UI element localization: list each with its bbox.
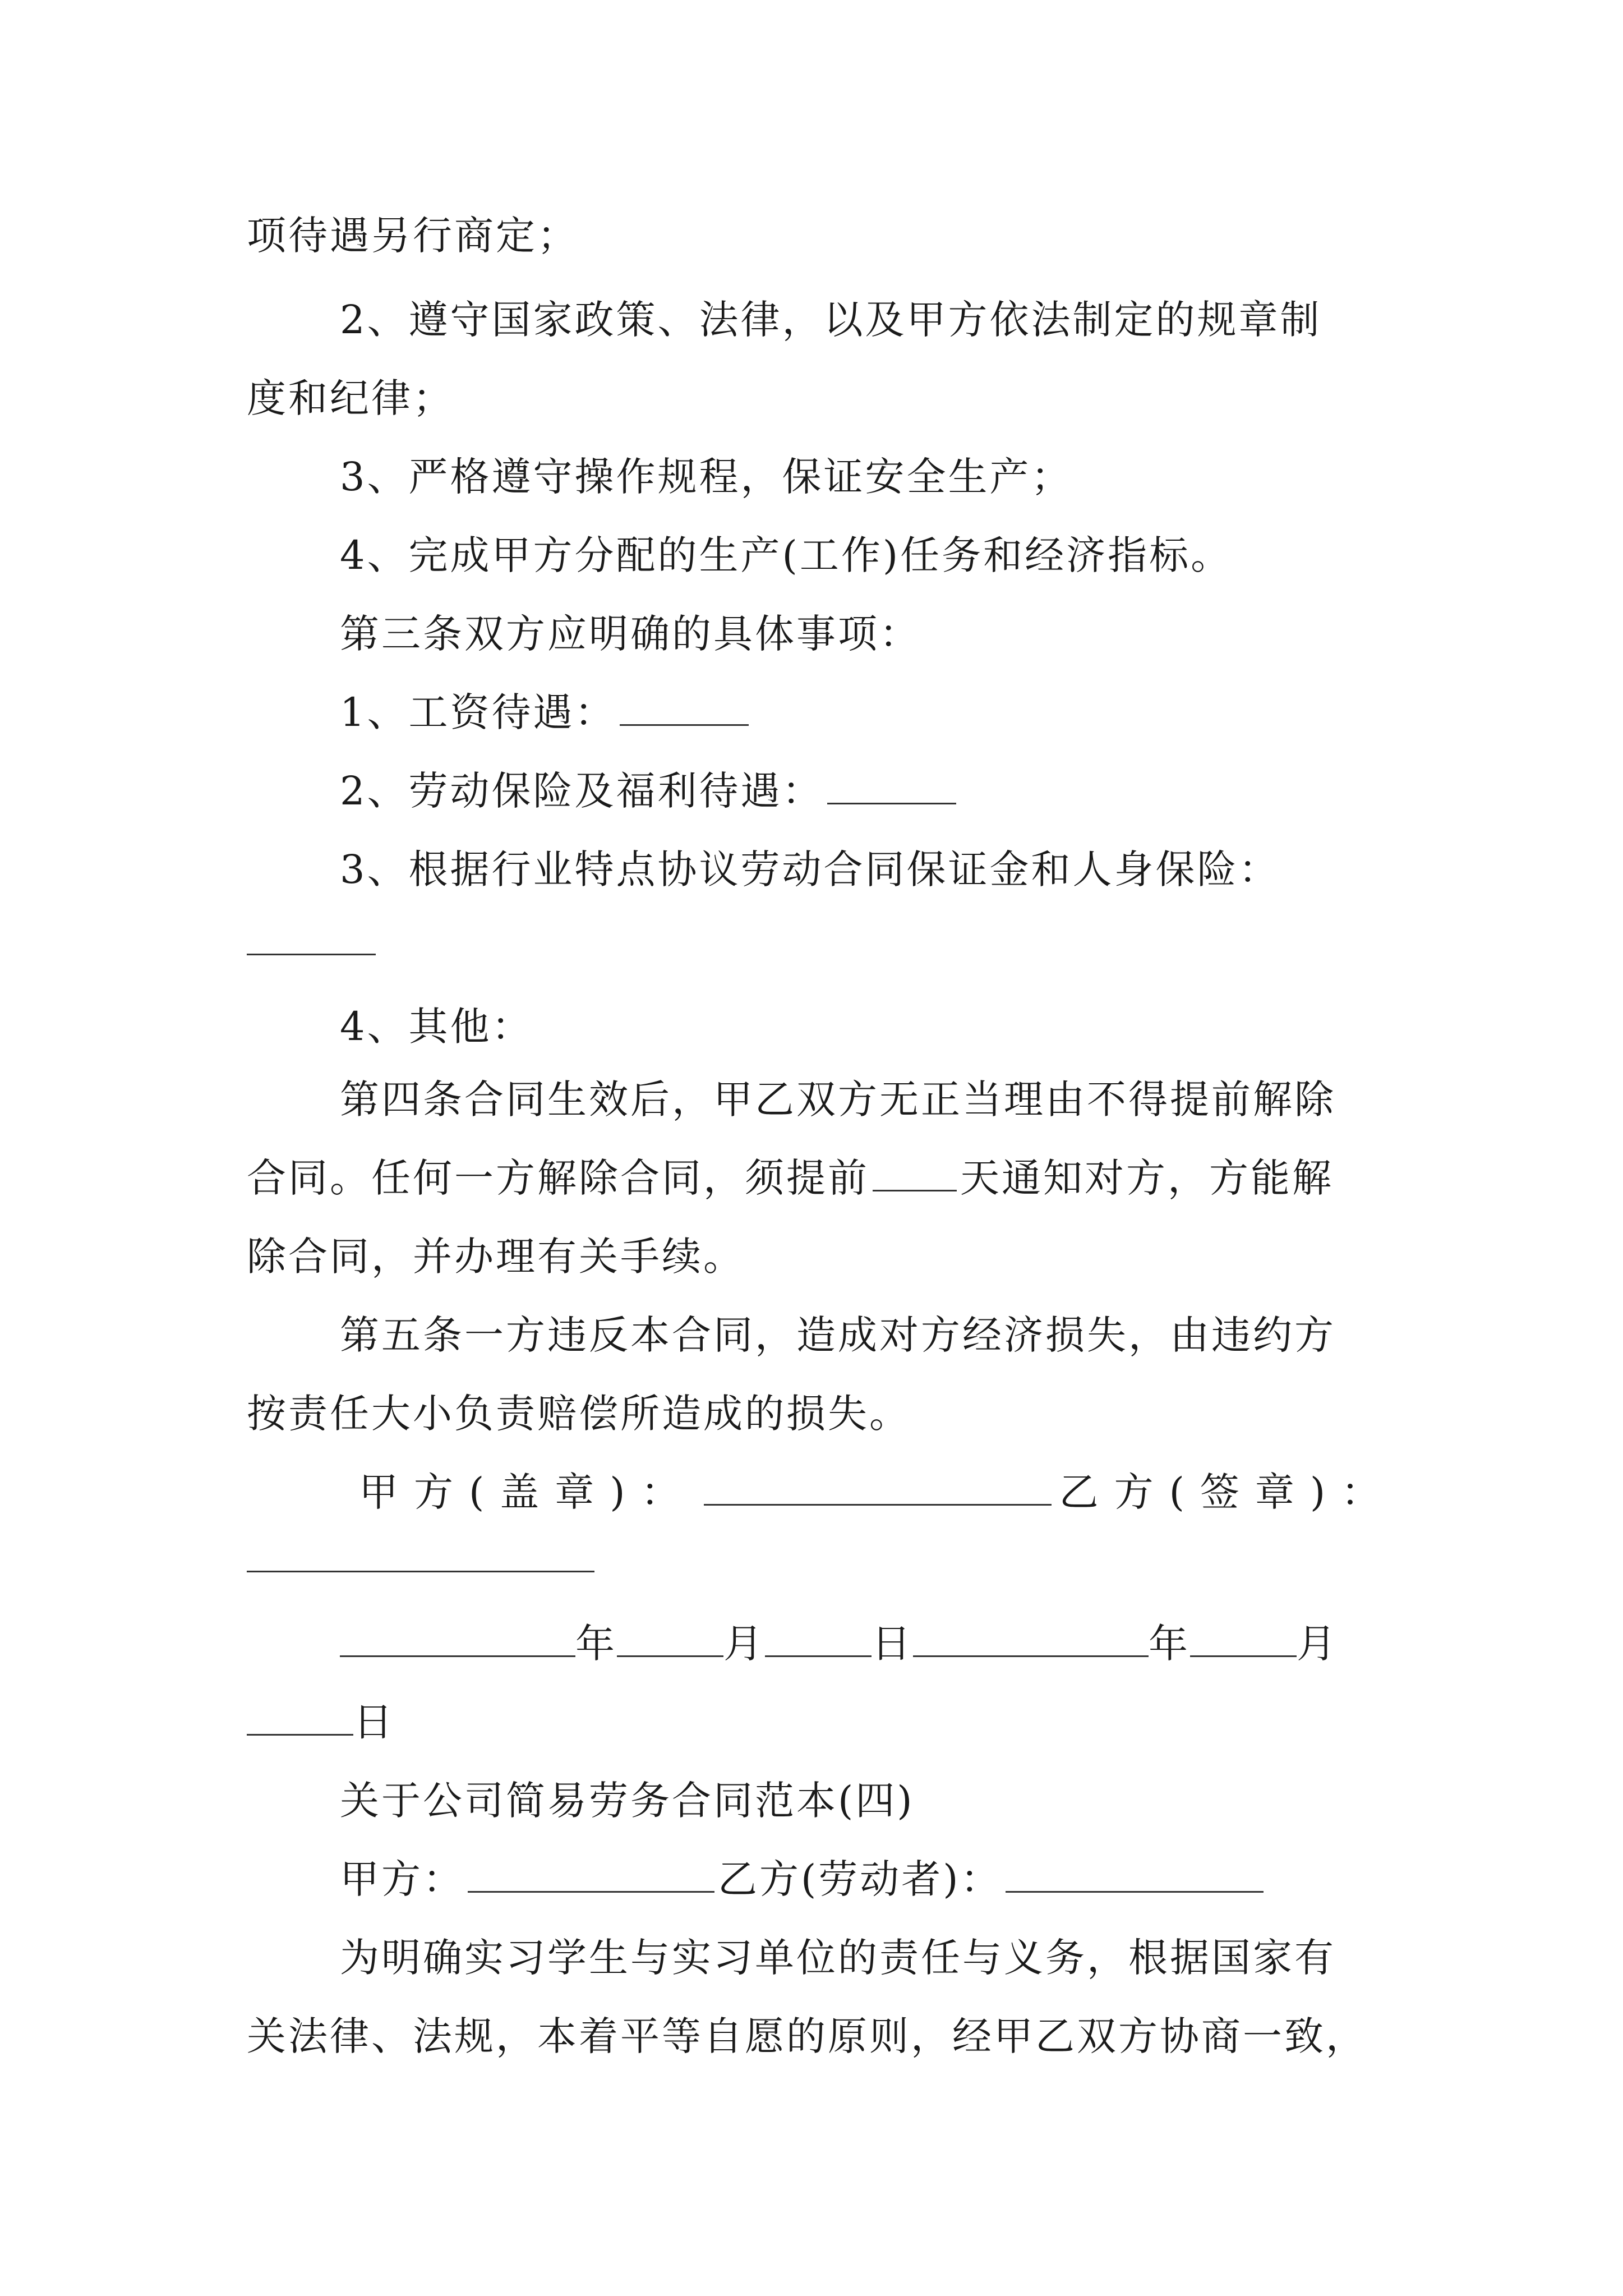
fill-blank xyxy=(247,1571,594,1572)
date-day-label: 日 xyxy=(353,1699,395,1745)
text-line: 2、遵守国家政策、法律，以及甲方依法制定的规章制 xyxy=(340,297,1322,343)
fill-blank xyxy=(827,763,956,804)
fill-blank xyxy=(1006,1852,1264,1893)
date-year-label: 年 xyxy=(1149,1621,1190,1667)
text-line: 关法律、法规，本着平等自愿的原则，经甲乙双方协商一致， xyxy=(247,2013,1367,2059)
party-a-label: 甲方： xyxy=(340,1856,464,1902)
document-title: 关于公司简易劳务合同范本(四) xyxy=(340,1778,915,1824)
text-line: 为明确实习学生与实习单位的责任与义务，根据国家有 xyxy=(340,1935,1336,1981)
text-segment: 天通知对方，方能解 xyxy=(960,1155,1334,1201)
section-heading: 第三条双方应明确的具体事项： xyxy=(340,611,921,657)
party-b-label: 乙方(签章)： xyxy=(1059,1469,1396,1515)
text-line: 除合同，并办理有关手续。 xyxy=(247,1234,745,1280)
signature-line xyxy=(359,1464,1497,1520)
parties-line xyxy=(340,1851,1478,1907)
fill-blank xyxy=(340,1616,575,1657)
text-line: 第四条合同生效后，甲乙双方无正当理由不得提前解除 xyxy=(340,1076,1336,1122)
item-salary xyxy=(340,684,1478,740)
fill-blank xyxy=(704,1465,1052,1506)
item-insurance xyxy=(340,763,1478,819)
date-month-label: 月 xyxy=(1297,1621,1338,1667)
item-label: 1、工资待遇： xyxy=(340,689,616,735)
fill-blank xyxy=(913,1616,1149,1657)
fill-blank xyxy=(617,1616,723,1657)
date-line xyxy=(340,1616,1478,1672)
text-line: 项待遇另行商定； xyxy=(247,213,579,259)
text-line: 按责任大小负责赔偿所造成的损失。 xyxy=(247,1391,911,1437)
text-line: 3、根据行业特点协议劳动合同保证金和人身保险： xyxy=(340,846,1280,892)
fill-blank xyxy=(1190,1616,1297,1657)
party-b-label: 乙方(劳动者)： xyxy=(718,1856,1002,1902)
fill-blank xyxy=(247,1695,353,1736)
text-line xyxy=(247,1150,1385,1206)
text-line: 度和纪律； xyxy=(247,375,454,421)
party-a-label: 甲方(盖章)： xyxy=(359,1469,696,1515)
fill-blank xyxy=(468,1852,714,1893)
text-line: 4、完成甲方分配的生产(工作)任务和经济指标。 xyxy=(340,532,1233,578)
date-year-label: 年 xyxy=(575,1621,617,1667)
date-month-label: 月 xyxy=(723,1621,765,1667)
text-segment: 合同。任何一方解除合同，须提前 xyxy=(247,1155,869,1201)
date-line-continued xyxy=(247,1694,1385,1750)
date-day-label: 日 xyxy=(872,1621,913,1667)
text-line: 3、严格遵守操作规程，保证安全生产； xyxy=(340,454,1073,500)
fill-blank xyxy=(873,1151,957,1191)
text-line: 第五条一方违反本合同，造成对方经济损失，由违约方 xyxy=(340,1312,1336,1358)
fill-blank xyxy=(620,685,749,726)
fill-blank xyxy=(247,954,376,955)
fill-blank xyxy=(765,1616,872,1657)
item-label: 2、劳动保险及福利待遇： xyxy=(340,768,824,814)
text-line: 4、其他： xyxy=(340,1004,533,1050)
